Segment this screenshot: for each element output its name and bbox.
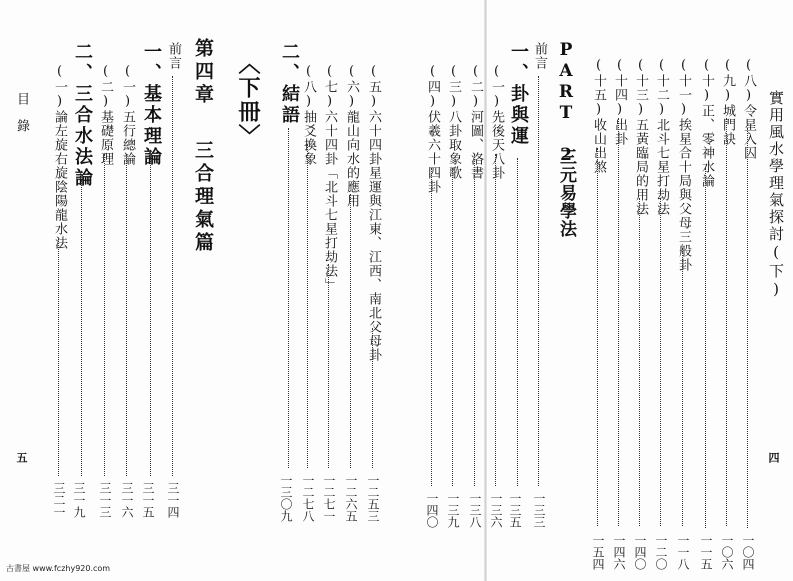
section-label: 目錄 [14,92,29,146]
page-number-right: 四 [767,452,780,463]
book-title: 實用風水學理氣探討(下) [767,90,785,300]
scan-watermark: 古書屋 www.fczhy920.com [6,564,111,573]
page-number-left: 五 [15,452,28,463]
page-fold [484,0,487,581]
volume-heading: 〈下冊〉 [235,52,261,148]
book-spread: 實用風水學理氣探討(下) 四 (八)令星入囚 一〇四 (九)城門訣 一〇六 (十)正、零神水論 一一五 (十一)挨星合十局與父母三般卦 一一八 (十二)北斗七星打劫法 一二〇 (十三)五黃臨局的用法 一四〇 (十四)出卦 一四六 (十五)收山出煞 一五四 PART 2 三元易學法 前言 一三三 一、卦與運 一三五 (一)先後天八卦 一三六 (二)河圖、洛書 一三八 (三)八卦取象歌 一三九 (四)伏羲六十四卦 一四〇 (五)六十四卦星運與江東、江西、南北父母卦 一二五三 (六)龍山向水的應用 一二六五 (七)六十四卦「北斗七星打劫法」 一二七一 (八)抽爻換象 一二七八 二、結語 一三〇九 〈下冊〉 第四章 三合理氣篇 前言 三一四 一、基本理論 三一五 (一)五行總論 三一六 (二)基礎原理 三一三 二、三合水法論 三一九 (一)論左旋右旋陰陽龍水法 三二一 目錄 五 古書屋 www.fczhy920.com [0,0,793,581]
